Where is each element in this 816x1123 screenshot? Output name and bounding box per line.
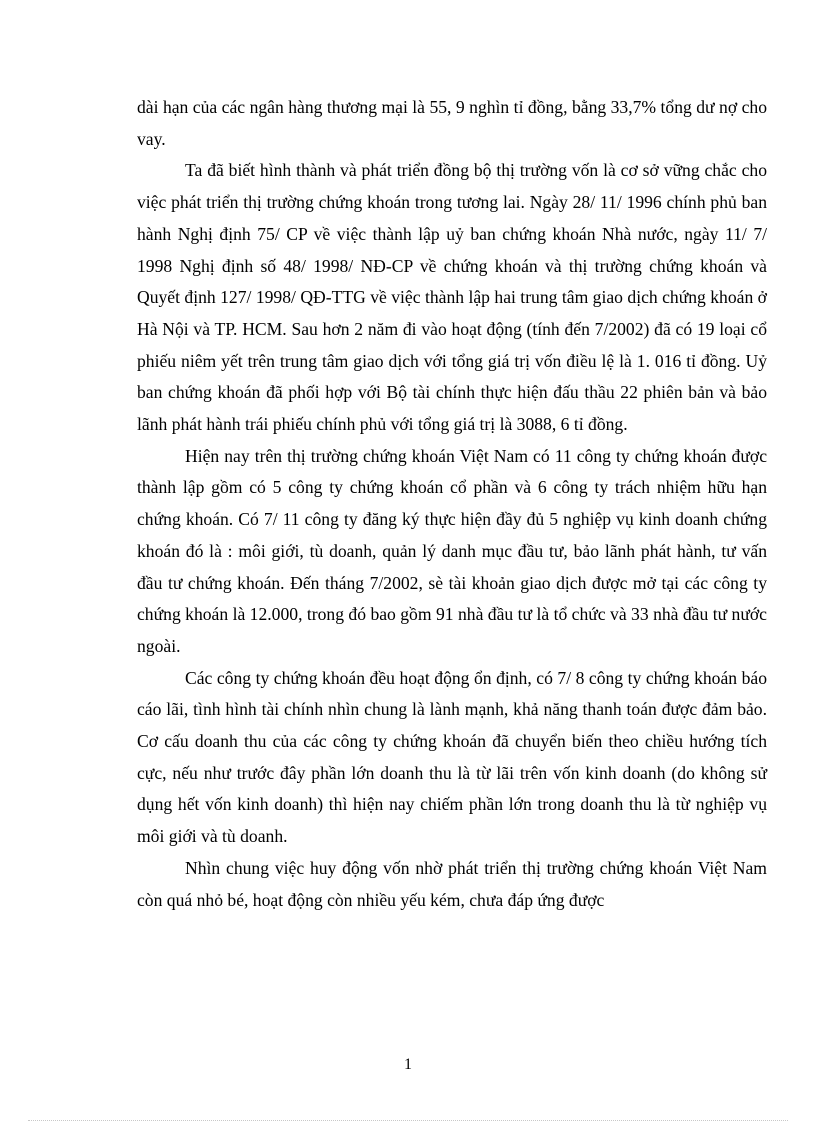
body-text <box>137 92 767 916</box>
paragraph-securities-companies: Hiện nay trên thị trường chứng khoán Việt Nam có 11 công ty chứng khoán được thành lập gồm có 5 công ty chứng khoán cổ phần và 6 công ty trách nhiệm hữu hạn chứng khoán. Có 7/ 11 công ty đăng ký thực hiện đầy đủ 5 nghiệp vụ kinh doanh chứng khoán đó là : môi giới, tù doanh, quản lý danh mục đầu tư, bảo lãnh phát hành, tư vấn đầu tư chứng khoán. Đến tháng 7/2002, sè tài khoản giao dịch được mở tại các công ty chứng khoán là 12.000, trong đó bao gồm 91 nhà đầu tư là tổ chức và 33 nhà đầu tư nước ngoài. <box>137 445 767 656</box>
paragraph-company-performance: Các công ty chứng khoán đều hoạt động ổn định, có 7/ 8 công ty chứng khoán báo cáo lãi, tình hình tài chính nhìn chung là lành mạnh, khả năng thanh toán được đảm bảo. Cơ cấu doanh thu của các công ty chứng khoán đã chuyển biến theo chiều hướng tích cực, nếu như trước đây phần lớn doanh thu là từ lãi trên vốn kinh doanh (do không sử dụng hết vốn kinh doanh) thì hiện nay chiếm phần lớn trong doanh thu là từ nghiệp vụ môi giới và tù doanh. <box>137 667 767 847</box>
page-number: 1 <box>404 1056 412 1073</box>
paragraph-capital-market: Ta đã biết hình thành và phát triển đồng bộ thị trường vốn là cơ sở vững chắc cho việc phát triển thị trường chứng khoán trong tương lai. Ngày 28/ 11/ 1996 chính phủ ban hành Nghị định 75/ CP về việc thành lập uỷ ban chứng khoán Nhà nước, ngày 11/ 7/ 1998 Nghị định số 48/ 1998/ NĐ-CP về chứng khoán và thị trường chứng khoán và Quyết định 127/ 1998/ QĐ-TTG về việc thành lập hai trung tâm giao dịch chứng khoán ở Hà Nội và TP. HCM. Sau hơn 2 năm đi vào hoạt động (tính đến 7/2002) đã có 19 loại cổ phiếu niêm yết trên trung tâm giao dịch với tổng giá trị vốn điều lệ là 1. 016 tỉ đồng. Uỷ ban chứng khoán đã phối hợp với Bộ tài chính thực hiện đấu thầu 22 phiên bản và bảo lãnh phát hành trái phiếu chính phủ với tổng giá trị là 3088, 6 tỉ đồng. <box>137 160 767 435</box>
paragraph-conclusion: Nhìn chung việc huy động vốn nhờ phát triển thị trường chứng khoán Việt Nam còn quá nhỏ bé, hoạt động còn nhiều yếu kém, chưa đáp ứng được <box>137 857 767 910</box>
paragraph-continuation: dài hạn của các ngân hàng thương mại là 55, 9 nghìn tỉ đồng, bằng 33,7% tổng dư nợ cho vay. <box>137 97 767 149</box>
page-bottom-border <box>28 1120 788 1121</box>
